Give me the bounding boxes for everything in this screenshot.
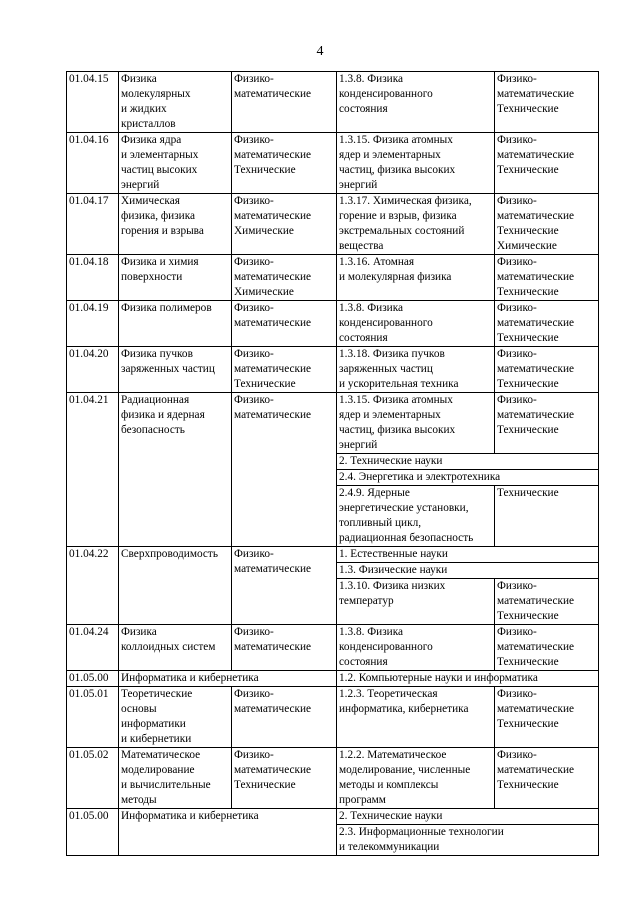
science-branch-new: Физико- математические Технические <box>495 347 599 393</box>
table-row <box>67 671 599 687</box>
table-row <box>67 547 599 563</box>
old-specialty-name: Химическая физика, физика горения и взрыва <box>119 194 232 255</box>
table-row <box>67 194 599 255</box>
science-subgroup: 2.4. Энергетика и электротехника <box>337 470 599 486</box>
science-branch: Физико- математические Технические <box>232 133 337 194</box>
science-group: 2. Технические науки <box>337 454 599 470</box>
old-group-name: Информатика и кибернетика <box>119 809 337 856</box>
old-code: 01.05.00 <box>67 671 119 687</box>
old-specialty-name: Физика пучков заряженных частиц <box>119 347 232 393</box>
old-code: 01.04.15 <box>67 72 119 133</box>
table-row <box>67 72 599 133</box>
science-branch-new: Физико- математические Технические <box>495 687 599 748</box>
old-code: 01.05.01 <box>67 687 119 748</box>
science-branch: Физико- математические <box>232 625 337 671</box>
old-code: 01.04.17 <box>67 194 119 255</box>
old-specialty-name: Радиационная физика и ядерная безопасность <box>119 393 232 547</box>
new-specialty: 1.3.18. Физика пучков заряженных частиц и ускорительная техника <box>337 347 495 393</box>
science-group: 2. Технические науки <box>337 809 599 825</box>
new-specialty: 1.2.2. Математическое моделирование, численные методы и комплексы программ <box>337 748 495 809</box>
table-row <box>67 687 599 748</box>
old-specialty-name: Физика и химия поверхности <box>119 255 232 301</box>
science-branch-new: Физико- математические Технические <box>495 625 599 671</box>
old-specialty-name: Математическое моделирование и вычислительные методы <box>119 748 232 809</box>
science-branch-new: Физико- математические Технические <box>495 133 599 194</box>
science-branch: Физико- математические Химические <box>232 194 337 255</box>
old-code: 01.05.02 <box>67 748 119 809</box>
science-branch: Физико- математические <box>232 301 337 347</box>
science-subgroup: 1.3. Физические науки <box>337 563 599 579</box>
page-number: 4 <box>316 44 324 59</box>
table-row <box>67 393 599 454</box>
new-specialty: 1.3.15. Физика атомных ядер и элементарных частиц, физика высоких энергий <box>337 133 495 194</box>
old-specialty-name: Теоретические основы информатики и кибернетики <box>119 687 232 748</box>
table-row <box>67 625 599 671</box>
old-code: 01.05.00 <box>67 809 119 856</box>
science-branch-new: Технические <box>495 486 599 547</box>
old-code: 01.04.24 <box>67 625 119 671</box>
old-specialty-name: Физика коллоидных систем <box>119 625 232 671</box>
table-row <box>67 301 599 347</box>
table-row <box>67 748 599 809</box>
table-row <box>67 809 599 825</box>
new-specialty: 1.3.15. Физика атомных ядер и элементарных частиц, физика высоких энергий <box>337 393 495 454</box>
old-specialty-name: Физика молекулярных и жидких кристаллов <box>119 72 232 133</box>
table-row <box>67 255 599 301</box>
science-branch: Физико- математические Химические <box>232 255 337 301</box>
science-branch-new: Физико- математические Технические <box>495 255 599 301</box>
new-specialty: 1.2.3. Теоретическая информатика, кибернетика <box>337 687 495 748</box>
science-group: 1.2. Компьютерные науки и информатика <box>337 671 599 687</box>
science-branch-new: Физико- математические Технические <box>495 579 599 625</box>
old-code: 01.04.20 <box>67 347 119 393</box>
old-specialty-name: Физика полимеров <box>119 301 232 347</box>
new-specialty: 2.4.9. Ядерные энергетические установки, топливный цикл, радиационная безопасность <box>337 486 495 547</box>
new-specialty: 1.3.10. Физика низких температур <box>337 579 495 625</box>
science-branch: Физико- математические <box>232 547 337 625</box>
science-group: 1. Естественные науки <box>337 547 599 563</box>
science-branch: Физико- математические <box>232 687 337 748</box>
old-group-name: Информатика и кибернетика <box>119 671 337 687</box>
new-specialty: 1.3.17. Химическая физика, горение и взрыв, физика экстремальных состояний вещества <box>337 194 495 255</box>
table-row <box>67 347 599 393</box>
old-specialty-name: Сверхпроводимость <box>119 547 232 625</box>
new-specialty: 1.3.16. Атомная и молекулярная физика <box>337 255 495 301</box>
new-specialty: 1.3.8. Физика конденсированного состояния <box>337 72 495 133</box>
science-branch-new: Физико- математические Технические Химические <box>495 194 599 255</box>
science-branch-new: Физико- математические Технические <box>495 301 599 347</box>
new-specialty: 1.3.8. Физика конденсированного состояния <box>337 625 495 671</box>
old-code: 01.04.18 <box>67 255 119 301</box>
old-code: 01.04.19 <box>67 301 119 347</box>
old-code: 01.04.22 <box>67 547 119 625</box>
old-specialty-name: Физика ядра и элементарных частиц высоких энергий <box>119 133 232 194</box>
table-row <box>67 133 599 194</box>
old-code: 01.04.16 <box>67 133 119 194</box>
science-branch: Физико- математические <box>232 72 337 133</box>
specialty-correspondence-table <box>66 71 599 856</box>
science-branch-new: Физико- математические Технические <box>495 393 599 454</box>
science-branch-new: Физико- математические Технические <box>495 72 599 133</box>
old-code: 01.04.21 <box>67 393 119 547</box>
science-subgroup: 2.3. Информационные технологии и телекоммуникации <box>337 825 599 856</box>
science-branch: Физико- математические Технические <box>232 347 337 393</box>
science-branch-new: Физико- математические Технические <box>495 748 599 809</box>
science-branch: Физико- математические <box>232 393 337 547</box>
science-branch: Физико- математические Технические <box>232 748 337 809</box>
new-specialty: 1.3.8. Физика конденсированного состояния <box>337 301 495 347</box>
